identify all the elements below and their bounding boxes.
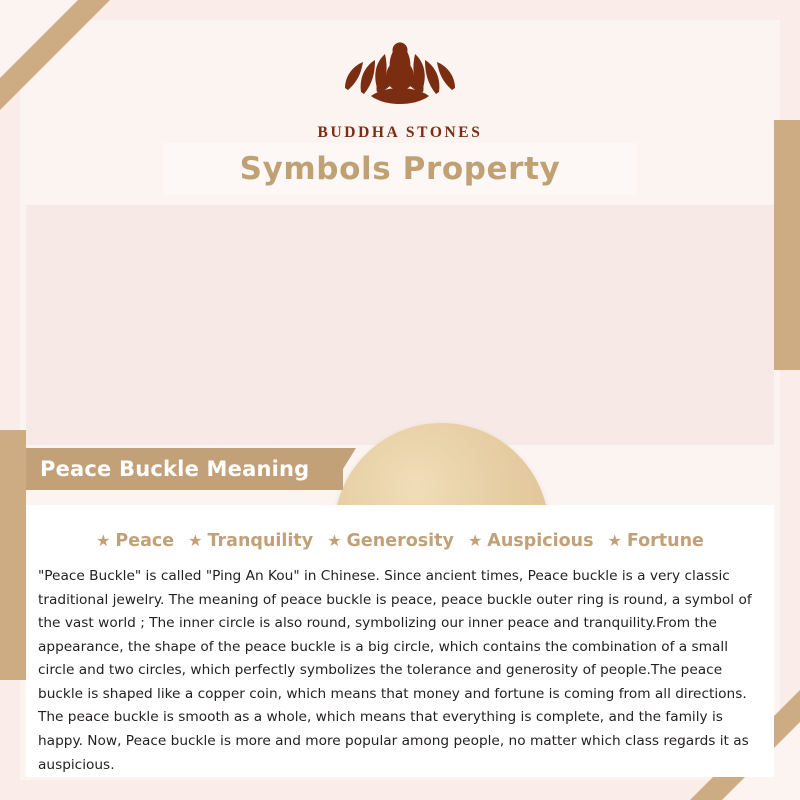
star-icon: ★ — [96, 531, 111, 550]
keyword-label: Fortune — [626, 531, 704, 551]
decorative-strip-left — [0, 430, 26, 680]
list-item — [468, 531, 594, 551]
decorative-strip-right — [774, 120, 800, 370]
keyword-label: Auspicious — [487, 531, 594, 551]
keyword-label: Peace — [115, 531, 175, 551]
star-icon: ★ — [327, 531, 342, 550]
keyword-label: Generosity — [346, 531, 454, 551]
section-ribbon-tail — [330, 448, 356, 490]
list-item — [96, 531, 174, 551]
section-ribbon-label: Peace Buckle Meaning — [40, 457, 310, 481]
section-ribbon — [26, 448, 343, 490]
star-icon: ★ — [467, 531, 483, 550]
page-title: Symbols Property — [239, 151, 561, 187]
lotus-meditation-figure-icon — [315, 22, 485, 122]
list-item — [327, 531, 454, 551]
page-title-banner — [163, 143, 637, 195]
brand-logo — [0, 22, 800, 142]
list-item — [188, 531, 313, 551]
description-block — [26, 505, 774, 777]
star-icon: ★ — [188, 531, 203, 550]
description-text: "Peace Buckle" is called "Ping An Kou" in Chinese. Since ancient times, Peace buckle is a very classic traditional jewelry. The meaning of peace buckle is peace, peace buckle outer ring is round, a symbol of the vast world ; The inner circle is also round, symbolizing our inner peace and tranquility.From the appearance, the shape of the peace buckle is a big circle, which contains the combination of a small circle and two circles, which perfectly symbolizes the tolerance and generosity of people.The peace buckle is shaped like a copper coin, which means that money and fortune is coming from all directions. The peace buckle is smooth as a whole, which means that everything is complete, and the family is happy. Now, Peace buckle is more and more popular among people, no matter which class regards it as auspicious. — [38, 568, 752, 773]
keyword-list — [26, 505, 774, 559]
keyword-label: Tranquility — [207, 531, 314, 551]
product-image-area — [26, 205, 774, 445]
list-item — [608, 531, 704, 551]
brand-name: BUDDHA STONES — [317, 124, 483, 141]
star-icon: ★ — [607, 531, 622, 550]
